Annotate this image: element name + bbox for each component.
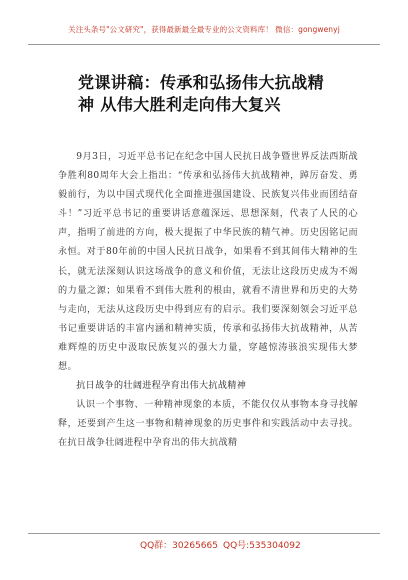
document-title — [78, 72, 398, 116]
section-heading: 抗日战争的壮阔进程孕育出伟大抗战精神 — [76, 381, 247, 392]
title-line-1: 党课讲稿：传承和弘扬伟大抗战精 — [78, 73, 325, 92]
header-notice: 关注头条号"公文研究"，获得最新最全最专业的公文资料库！ 微信：gongwenyj — [68, 25, 340, 34]
footer-divider — [28, 533, 380, 534]
footer-qq-group: QQ群：30265665 — [140, 541, 218, 551]
header-divider — [28, 44, 380, 45]
document-body — [58, 148, 358, 454]
body-paragraph-1: 9月3日，习近平总书记在纪念中国人民抗日战争暨世界反法西斯战争胜利80周年大会上指出：“传承和弘扬伟大抗战精神，踔厉奋发、勇毅前行，为以中国式现代化全面推进强国建设、民族复兴伟业而团结奋斗！”习近平总书记的重要讲话意蕴深远、思想深刻，代表了人民的心声，指明了前进的方向，极大提振了中华民族的精气神。历史因铭记而永恒。对于80年前的中国人民抗日战争，如果看不到其间伟大精神的生长，就无法深刻认识这场战争的意义和价值，无法让这段历史成为不竭的力量之源；如果看不到伟大胜利的根由，就看不清世界和历史的大势与走向，无法从这段历史中得到应有的启示。我们要深刻领会习近平总书记重要讲话的丰富内涵和精神实质，传承和弘扬伟大抗战精神，从苦难辉煌的历史中汲取民族复兴的强大力量，穿越惊涛骇浪实现伟大梦想。 — [58, 152, 358, 373]
footer-qq-number: QQ号:535304092 — [223, 541, 301, 551]
body-paragraph-2: 认识一个事物、一种精神现象的本质，不能仅仅从事物本身寻找解释，还要到产生这一事物和精神现象的历史事件和实践活动中去寻找。在抗日战争壮阔进程中孕育出的伟大抗战精 — [58, 400, 358, 449]
title-line-2: 神 从伟大胜利走向伟大复兴 — [78, 95, 281, 114]
